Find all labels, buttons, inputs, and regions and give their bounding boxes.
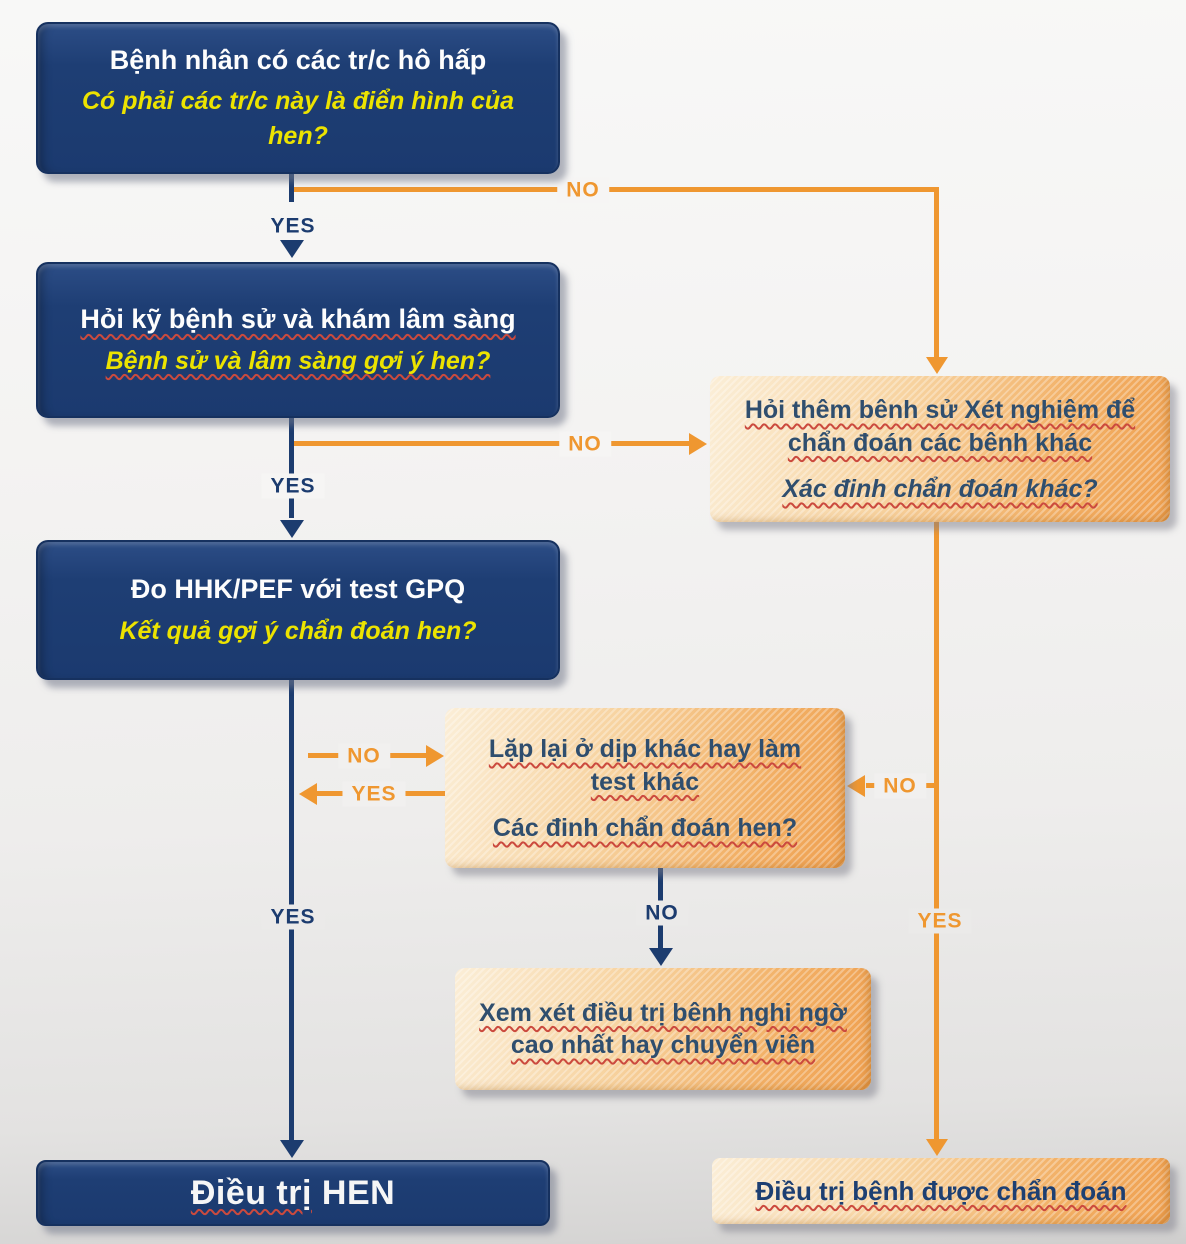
- label-yes-4: YES: [261, 905, 324, 930]
- label-no-1: NO: [557, 178, 609, 203]
- arrowhead-into-empiric-box: [649, 948, 673, 966]
- node-history-exam: [36, 262, 560, 418]
- node-treat-asthma: [36, 1160, 550, 1226]
- node-other-tests: [710, 376, 1170, 522]
- arrowhead-into-history-box: [280, 240, 304, 258]
- node-title: Lặp lại ở dịp khác hay làm test khác: [488, 735, 802, 796]
- treat-asthma-part2: HEN: [321, 1173, 396, 1212]
- arrowhead-yes-return: [299, 783, 317, 805]
- node-title: [191, 1174, 395, 1213]
- arrowhead-into-treat-asthma: [280, 1140, 304, 1158]
- label-yes-3: YES: [342, 782, 405, 807]
- arrowhead-into-repeat-test-right: [847, 775, 865, 797]
- arrowhead-into-spirometry-box: [280, 520, 304, 538]
- node-title: Đo HHK/PEF với test GPQ: [130, 574, 466, 605]
- label-yes-2: YES: [261, 474, 324, 499]
- node-repeat-test: [445, 708, 845, 868]
- node-respiratory-symptoms: [36, 22, 560, 174]
- connector-box2-down: [289, 418, 294, 518]
- node-title: Xem xét điều trị bênh nghi ngờ cao nhất hay chuyển viên: [479, 998, 847, 1059]
- label-yes-5: YES: [908, 909, 971, 934]
- label-no-3: NO: [338, 744, 390, 769]
- label-no-2: NO: [559, 432, 611, 457]
- arrowhead-into-treat-other: [926, 1139, 948, 1156]
- node-title: Điều trị bệnh được chẩn đoán: [755, 1175, 1127, 1206]
- connector-no-top-horizontal: [294, 187, 936, 192]
- node-question: Bệnh sử và lâm sàng gợi ý hen?: [105, 346, 491, 375]
- node-question: Kết quả gợi ý chẩn đoán hen?: [119, 616, 477, 645]
- node-empiric-treatment: [455, 968, 871, 1090]
- node-spirometry-test: [36, 540, 560, 680]
- arrowhead-into-other-tests-top: [926, 357, 948, 374]
- node-question: Xác đinh chẩn đoán khác?: [782, 475, 1098, 503]
- node-title: Hỏi kỹ bệnh sử và khám lâm sàng: [80, 304, 516, 335]
- node-treat-diagnosed-disease: [712, 1158, 1170, 1224]
- node-question: Có phải các tr/c này là điển hình của hen?: [81, 87, 515, 151]
- node-title: Hỏi thêm bênh sử Xét nghiệm để chẩn đoán các bênh khác: [744, 396, 1136, 457]
- connector-right-vertical: [934, 522, 939, 1140]
- connector-no2-horizontal: [294, 441, 690, 446]
- node-question: Các đinh chẩn đoán hen?: [492, 814, 798, 842]
- arrowhead-into-repeat-test-left: [426, 745, 444, 767]
- node-title: Bệnh nhân có các tr/c hô hấp: [109, 44, 487, 75]
- arrowhead-into-other-tests-left: [689, 433, 707, 455]
- label-no-4: NO: [874, 774, 926, 799]
- label-yes-1: YES: [270, 214, 316, 238]
- treat-asthma-part1: Điều trị: [190, 1173, 312, 1212]
- connector-no-top-vertical: [934, 187, 939, 359]
- label-no-5: NO: [636, 901, 688, 926]
